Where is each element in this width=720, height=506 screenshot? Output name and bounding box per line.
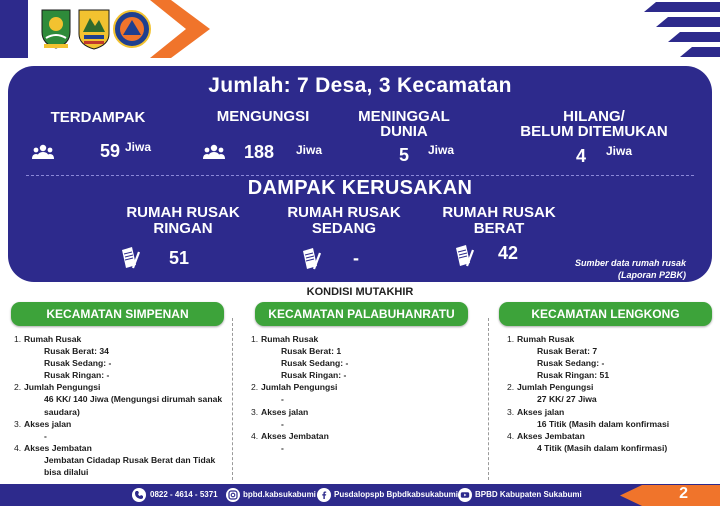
list-item-number: 1. xyxy=(251,334,259,344)
list-item xyxy=(251,406,481,430)
list-item-number: 3. xyxy=(251,406,259,417)
footer-phone[interactable]: 0822 - 4614 - 5371 xyxy=(150,490,218,499)
list-item-detail: Rusak Berat: 34 xyxy=(44,346,109,357)
damage-light-label: RUMAH RUSAK RINGAN xyxy=(126,204,240,237)
list-item xyxy=(14,333,226,381)
damage-light-value: 51 xyxy=(169,248,190,268)
list-item-detail: bisa dilalui xyxy=(44,467,89,478)
stat-affected-unit: Jiwa xyxy=(125,140,152,154)
damage-medium-value: - xyxy=(353,248,359,268)
damage-title: DAMPAK KERUSAKAN xyxy=(247,177,473,199)
list-item-title: Jumlah Pengungsi xyxy=(24,382,101,393)
list-item-title: Rumah Rusak xyxy=(517,334,575,344)
list-item-detail: - xyxy=(281,418,284,429)
stat-deceased-label: MENINGGAL DUNIA xyxy=(358,108,450,140)
column-list-palabuhanratu xyxy=(251,333,481,454)
footer-youtube[interactable]: BPBD Kabupaten Sukabumi xyxy=(475,490,582,499)
list-item-number: 2. xyxy=(507,382,515,393)
list-item-detail: - xyxy=(44,430,47,441)
header-stripe xyxy=(680,47,720,57)
list-item-detail: Rusak Berat: 7 xyxy=(537,346,598,357)
list-item-title: Akses jalan xyxy=(261,406,309,417)
list-item-title: Akses Jembatan xyxy=(261,430,329,441)
list-item xyxy=(507,430,712,454)
header-stripe xyxy=(668,32,720,42)
stat-missing-value: 4 xyxy=(576,146,587,166)
list-item-detail: Rusak Ringan: - xyxy=(44,370,110,381)
damage-medium-label: RUMAH RUSAK SEDANG xyxy=(287,204,401,237)
list-item-title: Jumlah Pengungsi xyxy=(517,382,594,393)
list-item-title: Jumlah Pengungsi xyxy=(261,382,338,393)
list-item-detail: Rusak Ringan: - xyxy=(281,370,347,381)
list-item-title: Akses Jembatan xyxy=(517,430,585,441)
damage-heavy-label: RUMAH RUSAK BERAT xyxy=(442,204,556,237)
list-item-detail: 16 Titik (Masih dalam konfirmasi xyxy=(537,418,670,429)
header-stripe xyxy=(644,2,720,12)
list-item-number: 3. xyxy=(507,406,515,417)
instagram-icon xyxy=(226,488,240,502)
stat-refugees-unit: Jiwa xyxy=(296,143,323,157)
list-item-detail: 4 Titik (Masih dalam konfirmasi) xyxy=(537,442,668,453)
list-item-number: 1. xyxy=(14,334,22,344)
list-item-title: Akses jalan xyxy=(517,406,565,417)
list-item xyxy=(14,381,226,417)
damage-source-note: Sumber data rumah rusak (Laporan P2BK) xyxy=(574,258,686,280)
stat-deceased-unit: Jiwa xyxy=(428,143,455,157)
summary-title: Jumlah: 7 Desa, 3 Kecamatan xyxy=(208,74,512,97)
list-item-number: 4. xyxy=(14,442,22,453)
summary-panel xyxy=(8,66,712,282)
document-pencil-icon xyxy=(454,244,474,268)
list-item xyxy=(507,381,712,405)
list-item-detail: 27 KK/ 27 Jiwa xyxy=(537,394,597,405)
header-stripe xyxy=(656,17,720,27)
list-item-detail: Rusak Sedang: - xyxy=(537,358,605,369)
footer-instagram[interactable]: bpbd.kabsukabumi xyxy=(243,490,316,499)
footer-bar xyxy=(0,484,720,506)
column-divider xyxy=(232,318,233,480)
list-item-title: Akses Jembatan xyxy=(24,442,92,453)
document-pencil-icon xyxy=(120,246,140,270)
list-item xyxy=(507,406,712,430)
list-item-title: Rumah Rusak xyxy=(24,334,82,344)
stat-refugees-label: MENGUNGSI xyxy=(216,108,310,125)
list-item-number: 4. xyxy=(251,430,259,441)
list-item xyxy=(251,381,481,405)
document-pencil-icon xyxy=(301,247,321,271)
stat-missing-unit: Jiwa xyxy=(606,144,633,158)
stat-affected-label: TERDAMPAK xyxy=(50,109,146,126)
list-item-detail: Rusak Sedang: - xyxy=(281,358,349,369)
column-header-simpenan: KECAMATAN SIMPENAN xyxy=(11,302,224,326)
list-item xyxy=(251,333,481,381)
column-list-lengkong xyxy=(507,333,712,454)
stat-refugees-value: 188 xyxy=(244,142,275,162)
west-java-emblem-icon xyxy=(38,8,74,50)
list-item xyxy=(14,418,226,442)
sukabumi-regency-emblem-icon xyxy=(76,8,112,50)
page-number: 2 xyxy=(679,485,688,502)
header-bar xyxy=(0,0,720,58)
list-item-number: 2. xyxy=(14,382,22,393)
list-item-detail: 46 KK/ 140 Jiwa (Mengungsi dirumah sanak xyxy=(44,394,223,405)
youtube-icon xyxy=(458,488,472,502)
bpbd-emblem-icon xyxy=(112,8,152,50)
list-item-detail: - xyxy=(281,394,284,405)
column-divider xyxy=(488,318,489,480)
list-item-title: Akses jalan xyxy=(24,418,72,429)
list-item-title: Rumah Rusak xyxy=(261,334,319,344)
stat-affected-value: 59 xyxy=(100,141,121,161)
list-item xyxy=(507,333,712,381)
stat-missing-label: HILANG/ BELUM DITEMUKAN xyxy=(520,108,668,140)
list-item-number: 4. xyxy=(507,430,515,441)
footer-facebook[interactable]: Pusdalopspb Bpbdkabsukabumi xyxy=(334,490,459,499)
facebook-icon xyxy=(317,488,331,502)
list-item-detail: Rusak Sedang: - xyxy=(44,358,112,369)
list-item-detail: - xyxy=(281,442,284,453)
list-item-detail: Jembatan Cidadap Rusak Berat dan Tidak xyxy=(44,454,216,465)
column-header-lengkong: KECAMATAN LENGKONG xyxy=(499,302,712,326)
damage-heavy-value: 42 xyxy=(498,243,519,263)
list-item-number: 1. xyxy=(507,334,515,344)
column-header-palabuhanratu: KECAMATAN PALABUHANRATU xyxy=(255,302,468,326)
list-item xyxy=(14,442,226,478)
list-item-detail: Rusak Berat: 1 xyxy=(281,346,342,357)
list-item-detail: saudara) xyxy=(44,406,80,417)
stat-deceased-value: 5 xyxy=(399,145,410,165)
people-group-icon xyxy=(203,144,225,160)
list-item-detail: Rusak Ringan: 51 xyxy=(537,370,610,381)
list-item xyxy=(251,430,481,454)
list-item-number: 3. xyxy=(14,418,22,429)
people-group-icon xyxy=(32,144,54,160)
panel-divider xyxy=(26,175,694,176)
kondisi-title: KONDISI MUTAKHIR xyxy=(306,286,414,298)
phone-icon xyxy=(132,488,146,502)
list-item-number: 2. xyxy=(251,382,259,393)
column-list-simpenan xyxy=(14,333,226,478)
